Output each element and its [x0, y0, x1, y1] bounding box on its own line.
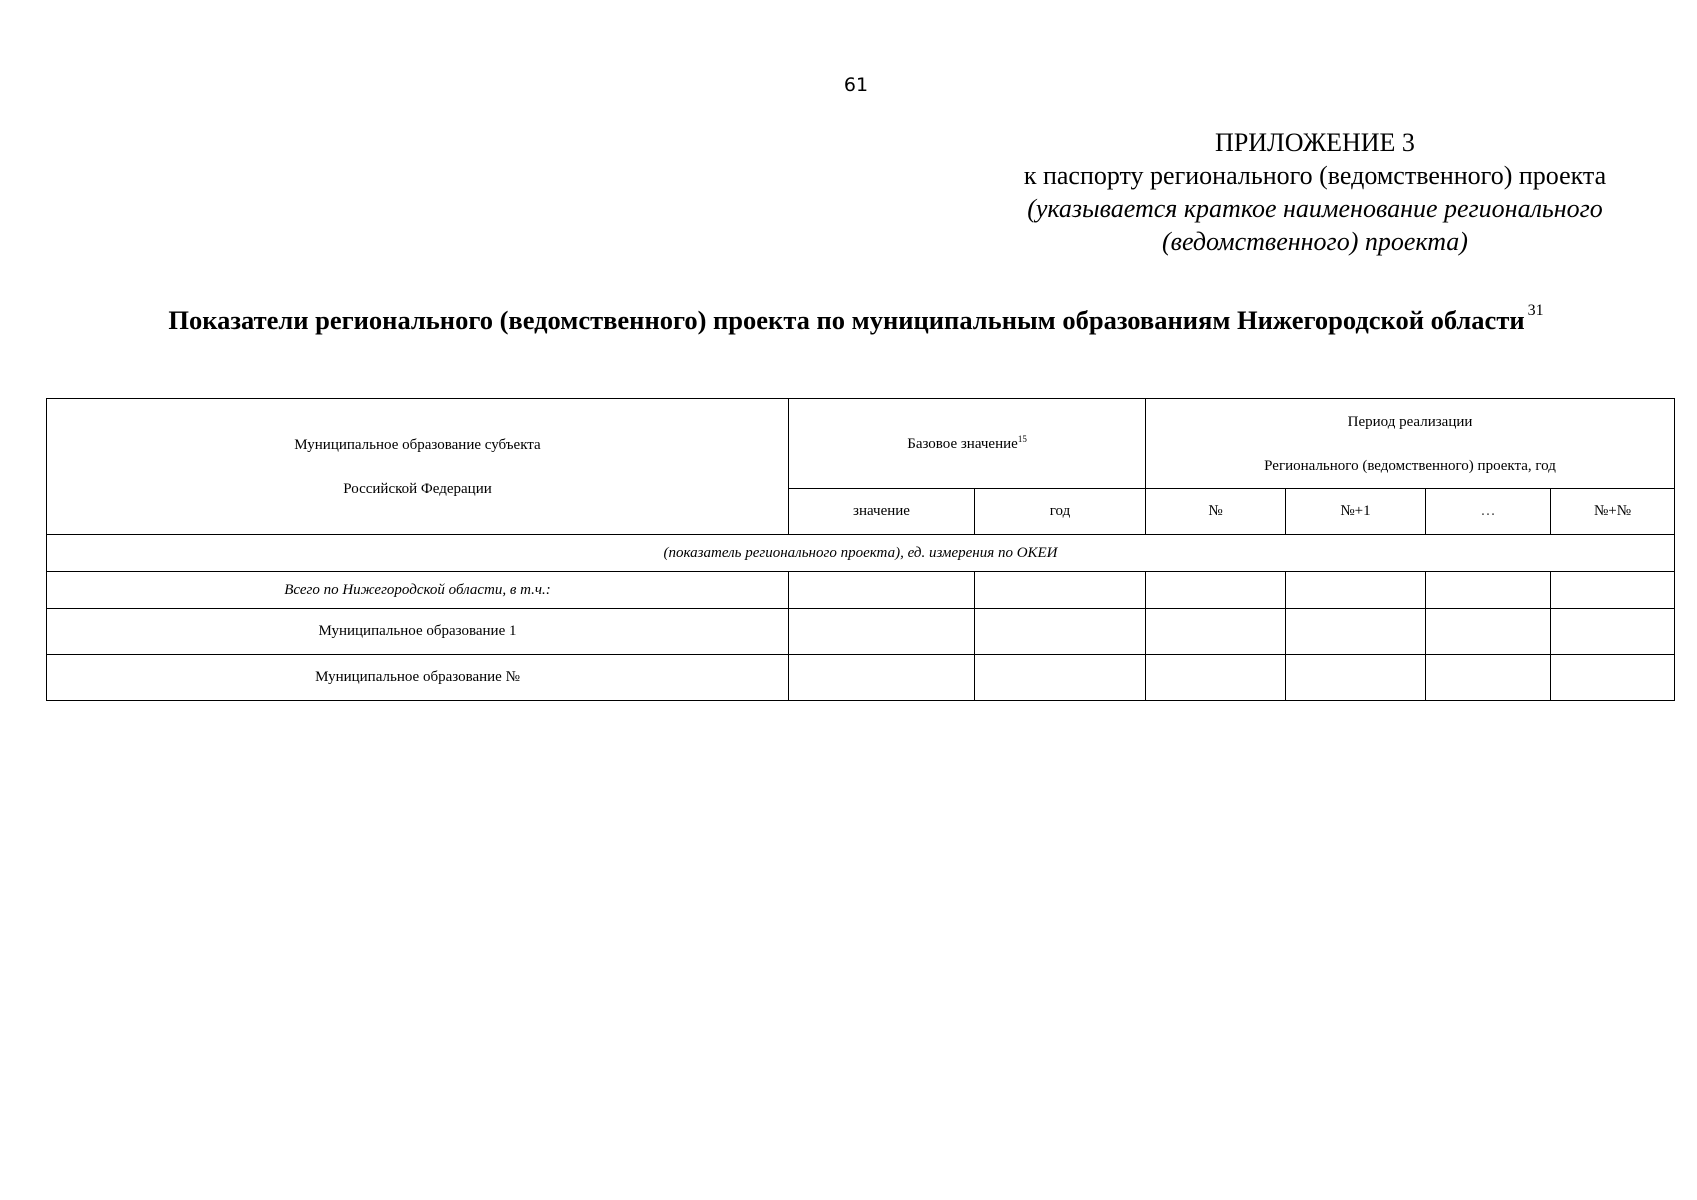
- cell-empty: [1426, 572, 1551, 609]
- appendix-heading: ПРИЛОЖЕНИЕ 3: [1215, 128, 1415, 157]
- cell-empty: [1286, 572, 1426, 609]
- cell-empty: [1146, 609, 1286, 655]
- cell-empty: [1286, 609, 1426, 655]
- cell-empty: [975, 655, 1146, 701]
- header-base-value-label: Базовое значение: [907, 436, 1018, 452]
- table-row: [47, 655, 1675, 701]
- row-label-total: Всего по Нижегородской области, в т.ч.:: [47, 572, 789, 609]
- appendix-line-3: (ведомственного) проекта): [1162, 227, 1468, 256]
- header-year-ellipsis: …: [1426, 489, 1551, 535]
- header-value: значение: [789, 489, 975, 535]
- cell-empty: [1551, 609, 1675, 655]
- cell-empty: [1426, 655, 1551, 701]
- cell-empty: [789, 609, 975, 655]
- header-row-1: [47, 399, 1675, 489]
- appendix-line-1: к паспорту регионального (ведомственного) проекта: [1023, 161, 1607, 190]
- indicator-row: [47, 535, 1675, 572]
- cell-empty: [1286, 655, 1426, 701]
- header-period-line-2: Регионального (ведомственного) проекта, год: [1264, 457, 1556, 474]
- header-base-value-footnote: 15: [1017, 434, 1027, 444]
- cell-empty: [1426, 609, 1551, 655]
- header-base-value: [789, 399, 1146, 489]
- title-footnote: 31: [1527, 302, 1544, 319]
- header-period: [1146, 399, 1675, 489]
- appendix-header: [990, 126, 1640, 258]
- header-municipality-line-2: Российской Федерации: [343, 480, 492, 497]
- cell-empty: [975, 572, 1146, 609]
- document-title: [0, 302, 1697, 336]
- cell-empty: [789, 655, 975, 701]
- cell-empty: [1551, 572, 1675, 609]
- header-year-n: №: [1146, 489, 1286, 535]
- header-period-line-1: Период реализации: [1347, 413, 1473, 430]
- cell-empty: [1146, 655, 1286, 701]
- header-year-n-plus-1: №+1: [1286, 489, 1426, 535]
- document-title-text: Показатели регионального (ведомственного) проекта по муниципальным образованиям Нижегородской области: [168, 305, 1525, 335]
- cell-empty: [1146, 572, 1286, 609]
- appendix-line-2: (указывается краткое наименование регионального: [1027, 194, 1603, 223]
- cell-empty: [1551, 655, 1675, 701]
- cell-empty: [789, 572, 975, 609]
- table-row: [47, 609, 1675, 655]
- row-label-municipality-1: Муниципальное образование 1: [47, 609, 789, 655]
- header-year: год: [975, 489, 1146, 535]
- cell-empty: [975, 609, 1146, 655]
- header-municipality: [47, 399, 789, 535]
- indicator-title: (показатель регионального проекта), ед. измерения по ОКЕИ: [47, 535, 1675, 572]
- header-municipality-line-1: Муниципальное образование субъекта: [294, 436, 541, 453]
- page-number: 61: [843, 74, 869, 96]
- indicators-table: [46, 398, 1675, 701]
- header-year-n-plus-n: №+№: [1551, 489, 1675, 535]
- table-row: [47, 572, 1675, 609]
- row-label-municipality-n: Муниципальное образование №: [47, 655, 789, 701]
